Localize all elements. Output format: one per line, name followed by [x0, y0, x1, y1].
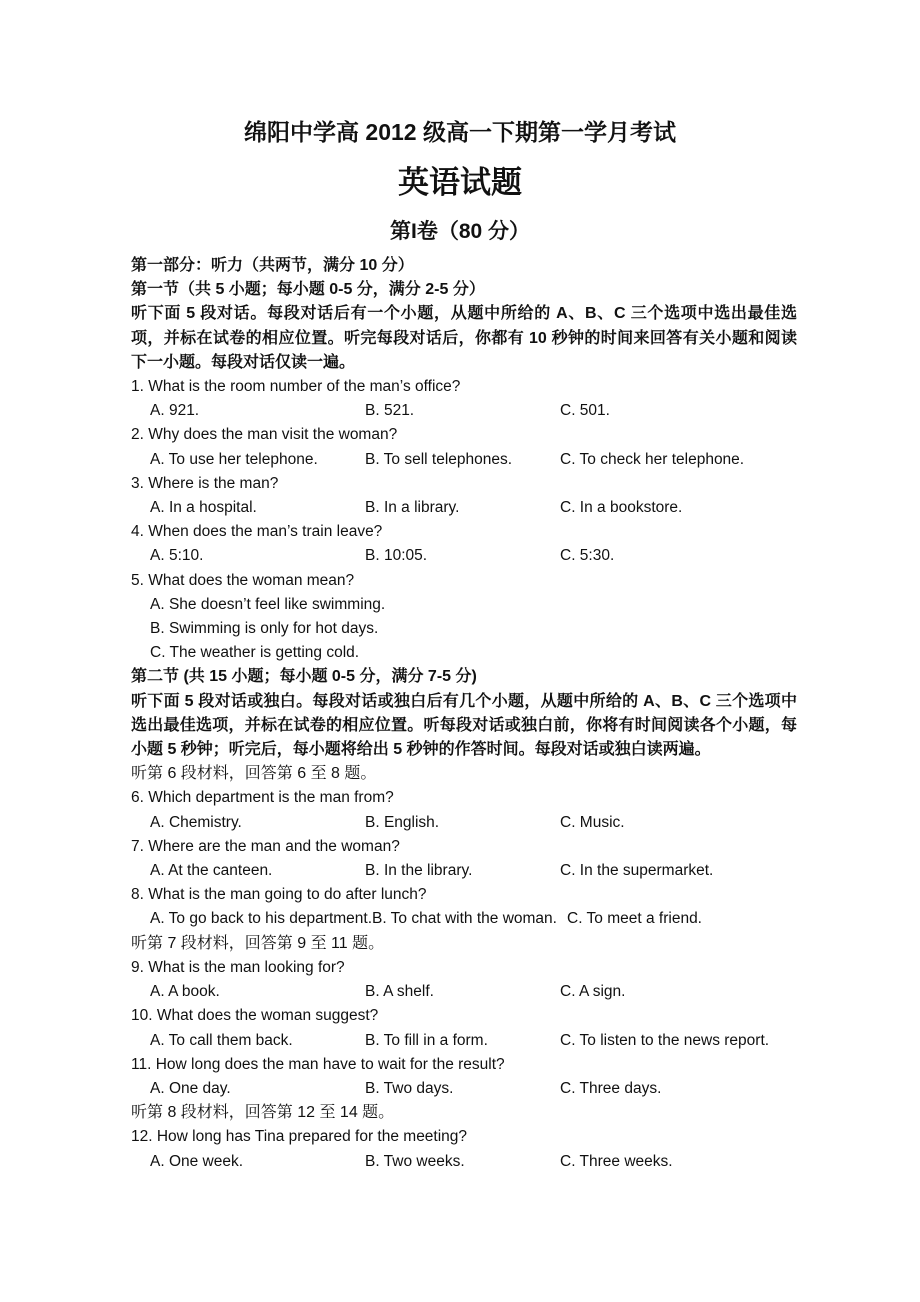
option-c: C. To check her telephone. — [560, 450, 745, 468]
option-b: B. Two weeks. — [365, 1152, 465, 1170]
option-b: B. In a library. — [365, 499, 460, 517]
option-b: B. To fill in a form. — [365, 1031, 488, 1049]
option-a: A. At the canteen. — [150, 862, 273, 880]
options-row — [131, 1077, 797, 1101]
question-text: 7. Where are the man and the woman? — [131, 837, 400, 855]
question-text: 2. Why does the man visit the woman? — [131, 426, 398, 444]
options-row — [131, 1029, 797, 1053]
question-block — [131, 1004, 797, 1052]
question-text: 12. How long has Tina prepared for the meeting? — [131, 1128, 468, 1146]
option-c: C. To listen to the news report. — [560, 1031, 770, 1049]
exam-title: 绵阳中学高 2012 级高一下期第一学月考试 — [244, 119, 676, 145]
question-text: 9. What is the man looking for? — [131, 958, 345, 976]
question-text: 11. How long does the man have to wait for the result? — [131, 1055, 505, 1073]
option-c: C. In a bookstore. — [560, 499, 683, 517]
option-c: C. 501. — [560, 402, 610, 420]
option-c: C. Music. — [560, 813, 625, 831]
options-row — [131, 859, 797, 883]
option-a: A. To use her telephone. — [150, 450, 318, 468]
option-a: A. To go back to his department. — [150, 910, 373, 928]
option-b: B. 10:05. — [365, 547, 428, 565]
option-a: A. 921. — [150, 402, 200, 420]
options-row — [131, 907, 797, 931]
option-b: B. In the library. — [365, 862, 473, 880]
option-b: B. To chat with the woman. — [372, 910, 557, 928]
option-c: C. Three days. — [560, 1079, 662, 1097]
question-text: 3. Where is the man? — [131, 474, 279, 492]
option-a: A. A book. — [150, 983, 220, 1001]
material-note: 听第 8 段材料，回答第 12 至 14 题。 — [131, 1104, 395, 1122]
option-c: C. The weather is getting cold. — [150, 644, 360, 662]
option-c: C. Three weeks. — [560, 1152, 673, 1170]
question-text: 5. What does the woman mean? — [131, 571, 355, 589]
question-block — [131, 520, 797, 568]
option-a: A. One week. — [150, 1152, 244, 1170]
question-block — [131, 956, 797, 1004]
section-heading: 第一节（共 5 小题；每小题 0-5 分，满分 2-5 分） — [131, 281, 485, 299]
material-note: 听第 7 段材料，回答第 9 至 11 题。 — [131, 934, 385, 952]
option-b: B. To sell telephones. — [365, 450, 513, 468]
option-b: B. Swimming is only for hot days. — [150, 620, 379, 638]
question-block — [131, 786, 797, 834]
option-b: B. 521. — [365, 402, 415, 420]
question-text: 4. When does the man’s train leave? — [131, 523, 383, 541]
option-b: B. English. — [365, 813, 440, 831]
option-c: C. A sign. — [560, 983, 626, 1001]
document-body — [131, 254, 797, 1174]
question-block — [131, 1053, 797, 1101]
section-heading: 第一部分：听力（共两节，满分 10 分） — [131, 257, 414, 274]
options-row — [131, 399, 797, 423]
instructions-paragraph: 听下面 5 段对话或独白。每段对话或独白后有几个小题，从题中所给的 A、B、C 三个选项中选出最佳选项，并标在试卷的相应位置。听每段对话或独白前，你将有时间阅读各个小题，每小题 5 秒钟；听完后，每小题将给出 5 秒钟的作答时间。每段对话或独白读两遍。 — [131, 692, 797, 759]
question-block — [131, 883, 797, 931]
options-row — [131, 1150, 797, 1174]
instructions-paragraph: 听下面 5 段对话。每段对话后有一个小题，从题中所给的 A、B、C 三个选项中选出最佳选项，并标在试卷的相应位置。听完每段对话后，你都有 10 秒钟的时间来回答有关小题和阅读下一小题。每段对话仅读一遍。 — [131, 305, 797, 371]
options-row — [131, 593, 797, 666]
options-row — [131, 980, 797, 1004]
options-row — [131, 811, 797, 835]
option-a: A. 5:10. — [150, 547, 204, 565]
option-c: C. To meet a friend. — [567, 910, 702, 928]
option-c: C. In the supermarket. — [560, 862, 714, 880]
question-block — [131, 835, 797, 883]
options-row — [131, 496, 797, 520]
volume-title: 第I卷（80 分） — [389, 220, 531, 243]
question-block — [131, 375, 797, 423]
section-heading: 第二节 (共 15 小题；每小题 0-5 分，满分 7-5 分) — [131, 668, 477, 686]
option-a: A. In a hospital. — [150, 499, 257, 517]
option-a: A. Chemistry. — [150, 813, 242, 831]
question-block — [131, 1125, 797, 1173]
option-a: A. One day. — [150, 1079, 231, 1097]
question-text: 8. What is the man going to do after lunch? — [131, 886, 427, 904]
option-a: A. To call them back. — [150, 1031, 293, 1049]
options-row — [131, 544, 797, 568]
option-b: B. Two days. — [365, 1079, 454, 1097]
question-text: 6. Which department is the man from? — [131, 789, 394, 807]
question-block — [131, 569, 797, 666]
question-text: 10. What does the woman suggest? — [131, 1007, 379, 1025]
question-block — [131, 472, 797, 520]
question-text: 1. What is the room number of the man’s office? — [131, 378, 461, 396]
option-b: B. A shelf. — [365, 983, 434, 1001]
material-note: 听第 6 段材料，回答第 6 至 8 题。 — [131, 765, 377, 783]
option-a: A. She doesn’t feel like swimming. — [150, 595, 386, 613]
question-block — [131, 423, 797, 471]
options-row — [131, 448, 797, 472]
option-c: C. 5:30. — [560, 547, 615, 565]
subject-title: 英语试题 — [398, 165, 522, 200]
